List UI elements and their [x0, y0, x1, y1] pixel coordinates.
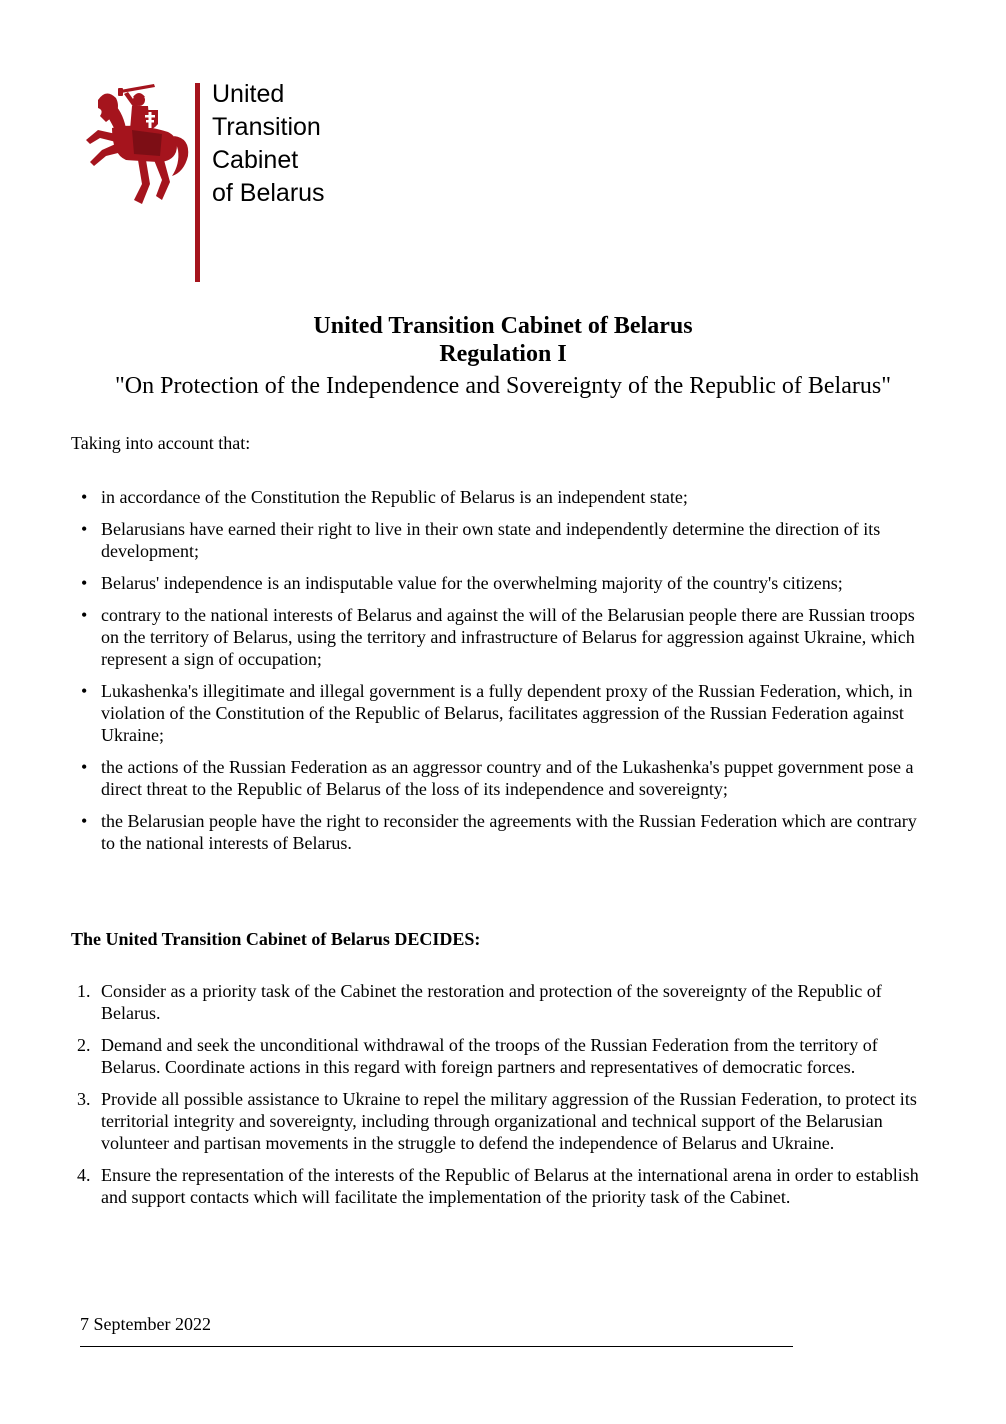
list-item-text: in accordance of the Constitution the Republic of Belarus is an independent state; — [101, 487, 688, 507]
regulation-number: Regulation I — [439, 341, 567, 367]
list-item — [72, 1164, 932, 1208]
item-number: 3. — [77, 1089, 91, 1109]
document-title: United Transition Cabinet of Belarus — [313, 313, 693, 339]
list-item — [72, 518, 932, 562]
list-item — [72, 980, 932, 1024]
bullet-icon: • — [81, 487, 88, 507]
list-item-text: Belarusians have earned their right to live in their own state and independently determine the direction of its development; — [101, 519, 881, 561]
list-item-text: the Belarusian people have the right to reconsider the agreements with the Russian Federation which are contrary to the national interests of Belarus. — [101, 811, 917, 853]
bullet-icon: • — [81, 811, 88, 831]
decisions-list — [72, 980, 932, 1218]
list-item-text: contrary to the national interests of Belarus and against the will of the Belarusian people there are Russian troops on the territory of Belarus, using the territory and infrastructure of Belarus for aggression against Ukraine, which represent a sign of occupation; — [101, 605, 915, 669]
pahonia-knight-emblem-icon — [76, 80, 192, 208]
logo-line-2: Transition — [212, 113, 321, 141]
item-number: 4. — [77, 1165, 91, 1185]
list-item-text: Lukashenka's illegitimate and illegal government is a fully dependent proxy of the Russian Federation, which, in violation of the Constitution of the Republic of Belarus, facilitates aggression of the Russian Federation against Ukraine; — [101, 681, 913, 745]
list-item — [72, 1088, 932, 1154]
document-title-block — [0, 312, 1006, 402]
logo-divider-bar — [195, 83, 200, 282]
bullet-icon: • — [81, 681, 88, 701]
logo-line-4: of Belarus — [212, 179, 325, 207]
regulation-subtitle: "On Protection of the Independence and Sovereignty of the Republic of Belarus" — [114, 373, 892, 399]
bullet-icon: • — [81, 573, 88, 593]
logo-line-1: United — [212, 80, 285, 108]
bullet-icon: • — [81, 605, 88, 625]
list-item-text: Ensure the representation of the interests of the Republic of Belarus at the international arena in order to establish and support contacts which will facilitate the implementation of the priority task of the Cabinet. — [101, 1165, 919, 1207]
item-number: 2. — [77, 1035, 91, 1055]
list-item — [72, 572, 932, 594]
list-item-text: Belarus' independence is an indisputable value for the overwhelming majority of the country's citizens; — [101, 573, 843, 593]
list-item — [72, 810, 932, 854]
document-date: 7 September 2022 — [80, 1314, 211, 1334]
logo-wordmark — [212, 78, 325, 210]
logo-line-3: Cabinet — [212, 146, 299, 174]
list-item — [72, 604, 932, 670]
list-item-text: Provide all possible assistance to Ukraine to repel the military aggression of the Russian Federation, to protect its territorial integrity and sovereignty, including through organizational and technical support of the Belarusian volunteer and partisan movements in the struggle to defend the independence of Belarus and Ukraine. — [101, 1089, 917, 1153]
list-item — [72, 756, 932, 800]
bullet-icon: • — [81, 519, 88, 539]
intro-text: Taking into account that: — [71, 433, 251, 453]
list-item-text: Consider as a priority task of the Cabinet the restoration and protection of the sovereignty of the Republic of Belarus. — [101, 981, 882, 1023]
list-item — [72, 680, 932, 746]
signature-line — [80, 1346, 793, 1347]
list-item — [72, 1034, 932, 1078]
list-item-text: Demand and seek the unconditional withdrawal of the troops of the Russian Federation from the territory of Belarus. Coordinate actions in this regard with foreign partners and representatives of democratic forces. — [101, 1035, 878, 1077]
list-item — [72, 486, 932, 508]
bullet-icon: • — [81, 757, 88, 777]
considerations-list — [72, 486, 932, 864]
list-item-text: the actions of the Russian Federation as an aggressor country and of the Lukashenka's puppet government pose a direct threat to the Republic of Belarus of the loss of its independence and sovereignty; — [101, 757, 914, 799]
decides-heading: The United Transition Cabinet of Belarus DECIDES: — [71, 929, 481, 949]
item-number: 1. — [77, 981, 91, 1001]
